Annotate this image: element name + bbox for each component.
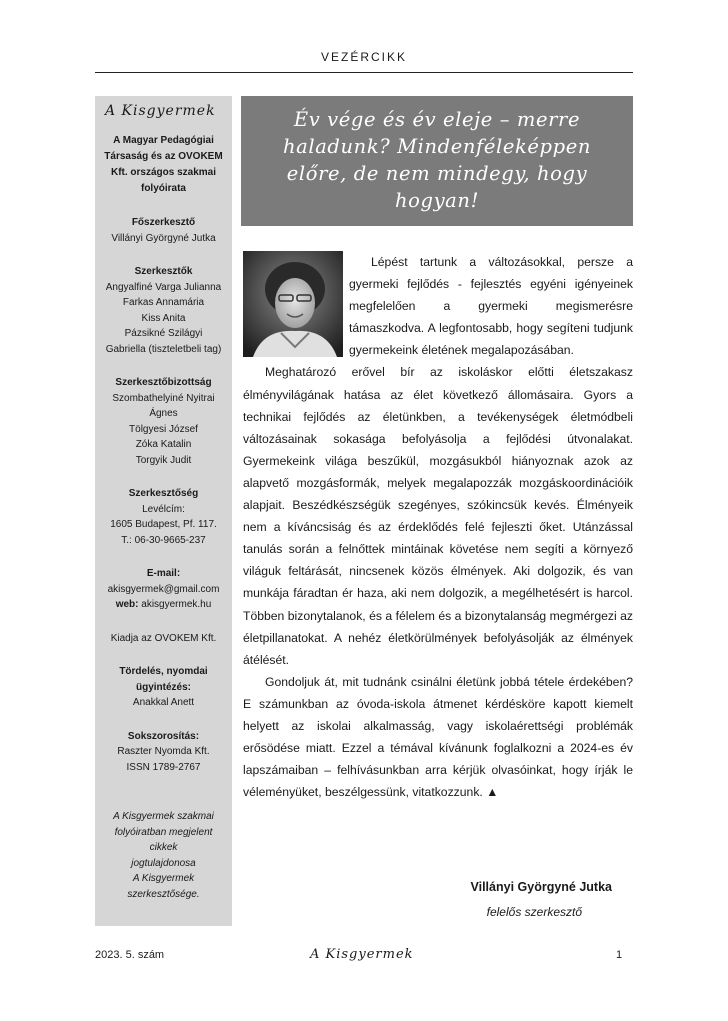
copyright-line: szerkesztősége.: [127, 888, 200, 900]
board-member: Ágnes: [149, 408, 178, 419]
article-title: Év vége és év eleje – merre haladunk? Mindenféleképpen előre, de nem mindegy, hogy hogyan!: [241, 96, 633, 226]
photo-spacer: [243, 251, 349, 355]
copyright-line: jogtulajdonosa: [131, 857, 196, 869]
article-paragraph: Meghatározó erővel bír az iskoláskor előtti életszakasz élményvilágának hatása az élet következő állomásaira. Gyors a technikai fejlődés az életünkben, a tevékenységek életmódbeli változásainak sokasága befolyásolja a fejlődési útvonalakat. Gyermekeink világa beszűkül, mozgásukból hiányoznak azok az alapvető mozgásformák, melyek megalapozzák mozgáskoordinációik alapjait. Beszédkészségük szegényes, szókincsük kevés. Élményeik nem a kíváncsiság és az érdeklődés felé fejleszti őket. Utánzással tanulás során a felnőttek mintáinak követése nem segíti a környező világuk feltárását, nincsenek közös élmények. Aki dolgozik, és van munkája fáradtan ér haza, aki nem dolgozik, a megélhetésért is harcol. Többen bizonytalanok, és a félelem és a bizonytalanság megmérgezi az életpillanatokat. A nehéz életkörülmények befolyásolják az élmények átélését.: [243, 365, 633, 667]
editor-name: Kiss Anita: [141, 312, 186, 324]
section-header: VEZÉRCIKK: [320, 50, 407, 64]
board-member: Szombathelyiné Nyitrai: [112, 392, 215, 404]
editor-name: Pázsikné Szilágyi: [124, 328, 203, 339]
page-number: 1: [616, 949, 623, 961]
editor-name: Gabriella (tiszteletbeli tag): [105, 343, 222, 355]
web-address: akisgyermek.hu: [141, 599, 212, 610]
printing-line: ISSN 1789-2767: [126, 761, 201, 773]
web-label: web:: [115, 599, 139, 610]
article-body: [243, 251, 633, 803]
office-line: 1605 Budapest, Pf. 117.: [110, 519, 217, 530]
editor-in-chief-name: Villányi Györgyné Jutka: [111, 232, 216, 244]
editor-name: Angyalfiné Varga Julianna: [105, 281, 222, 293]
publisher-line: Kiadja az OVOKEM Kft.: [110, 632, 217, 644]
copyright-block: [95, 809, 232, 902]
masthead-sidebar: [95, 96, 232, 926]
printing-line: Raszter Nyomda Kft.: [117, 746, 210, 757]
editor-in-chief-block: [95, 215, 232, 246]
office-line: T.: 06-30-9665-237: [121, 534, 206, 546]
board-label: Szerkesztőbizottság: [115, 377, 212, 388]
footer-magazine-name: A Kisgyermek: [310, 947, 414, 962]
editor-in-chief-label: Főszerkesztő: [131, 217, 196, 228]
layout-label: Tördelés, nyomdai ügyintézés:: [119, 666, 208, 693]
email-address: akisgyermek@gmail.com: [107, 583, 220, 595]
office-line: Levélcím:: [142, 503, 185, 515]
printing-block: [95, 729, 232, 776]
header-rule: [95, 72, 633, 73]
web-line: [95, 597, 232, 613]
layout-block: [95, 664, 232, 711]
copyright-line: cikkek: [149, 842, 178, 853]
masthead-magazine-name: A Kisgyermek: [105, 103, 216, 119]
footer-issue: 2023. 5. szám: [95, 949, 165, 961]
copyright-line: folyóiratban megjelent: [114, 826, 213, 838]
email-label: E-mail:: [146, 568, 181, 579]
copyright-line: A Kisgyermek: [132, 873, 195, 884]
printing-label: Sokszorosítás:: [127, 730, 200, 742]
editor-name: Farkas Annamária: [122, 297, 205, 308]
author-role: felelős szerkesztő: [486, 905, 582, 919]
editors-block: [95, 264, 232, 357]
layout-person: Anakkal Anett: [132, 697, 195, 708]
board-member: Tölgyesi József: [129, 423, 198, 435]
copyright-line: A Kisgyermek szakmai: [113, 811, 214, 822]
article-paragraph: Gondoljuk át, mit tudnánk csinálni életünk jobbá tétele érdekében? E számunkban az óvoda-iskola átmenet kérdésköre kapott kiemelt helyett az iskolai alkalmasság, vagy iskolaérettségi problémák erősödése miatt. Ezzel a témával kívánunk foglalkozni a 2024-es év lapszámaiban – felhívásunkban arra kérjük olvasóinkat, hogy írják le véleményüket, beszélgessünk, vitatkozzunk. ▲: [243, 674, 633, 800]
editors-label: Szerkesztők: [134, 266, 193, 277]
board-member: Zóka Katalin: [135, 439, 192, 450]
contact-block: [95, 566, 232, 613]
author-signature: Villányi Györgyné Jutka: [470, 880, 612, 894]
office-label: Szerkesztőség: [128, 488, 199, 499]
office-block: [95, 486, 232, 548]
board-member: Torgyik Judit: [135, 454, 192, 466]
article-paragraph: Lépést tartunk a változásokkal, persze a gyermeki fejlődés - fejlesztés egyéni igényeinek megfelelően a gyermeki megismerésre támaszkodva. A legfontosabb, hogy segíteni tudjunk gyermekeink életének megalapozásában.: [349, 255, 633, 358]
masthead-subtitle: A Magyar Pedagógiai Társaság és az OVOKEM Kft. országos szakmai folyóirata: [104, 135, 223, 194]
board-block: [95, 375, 232, 468]
